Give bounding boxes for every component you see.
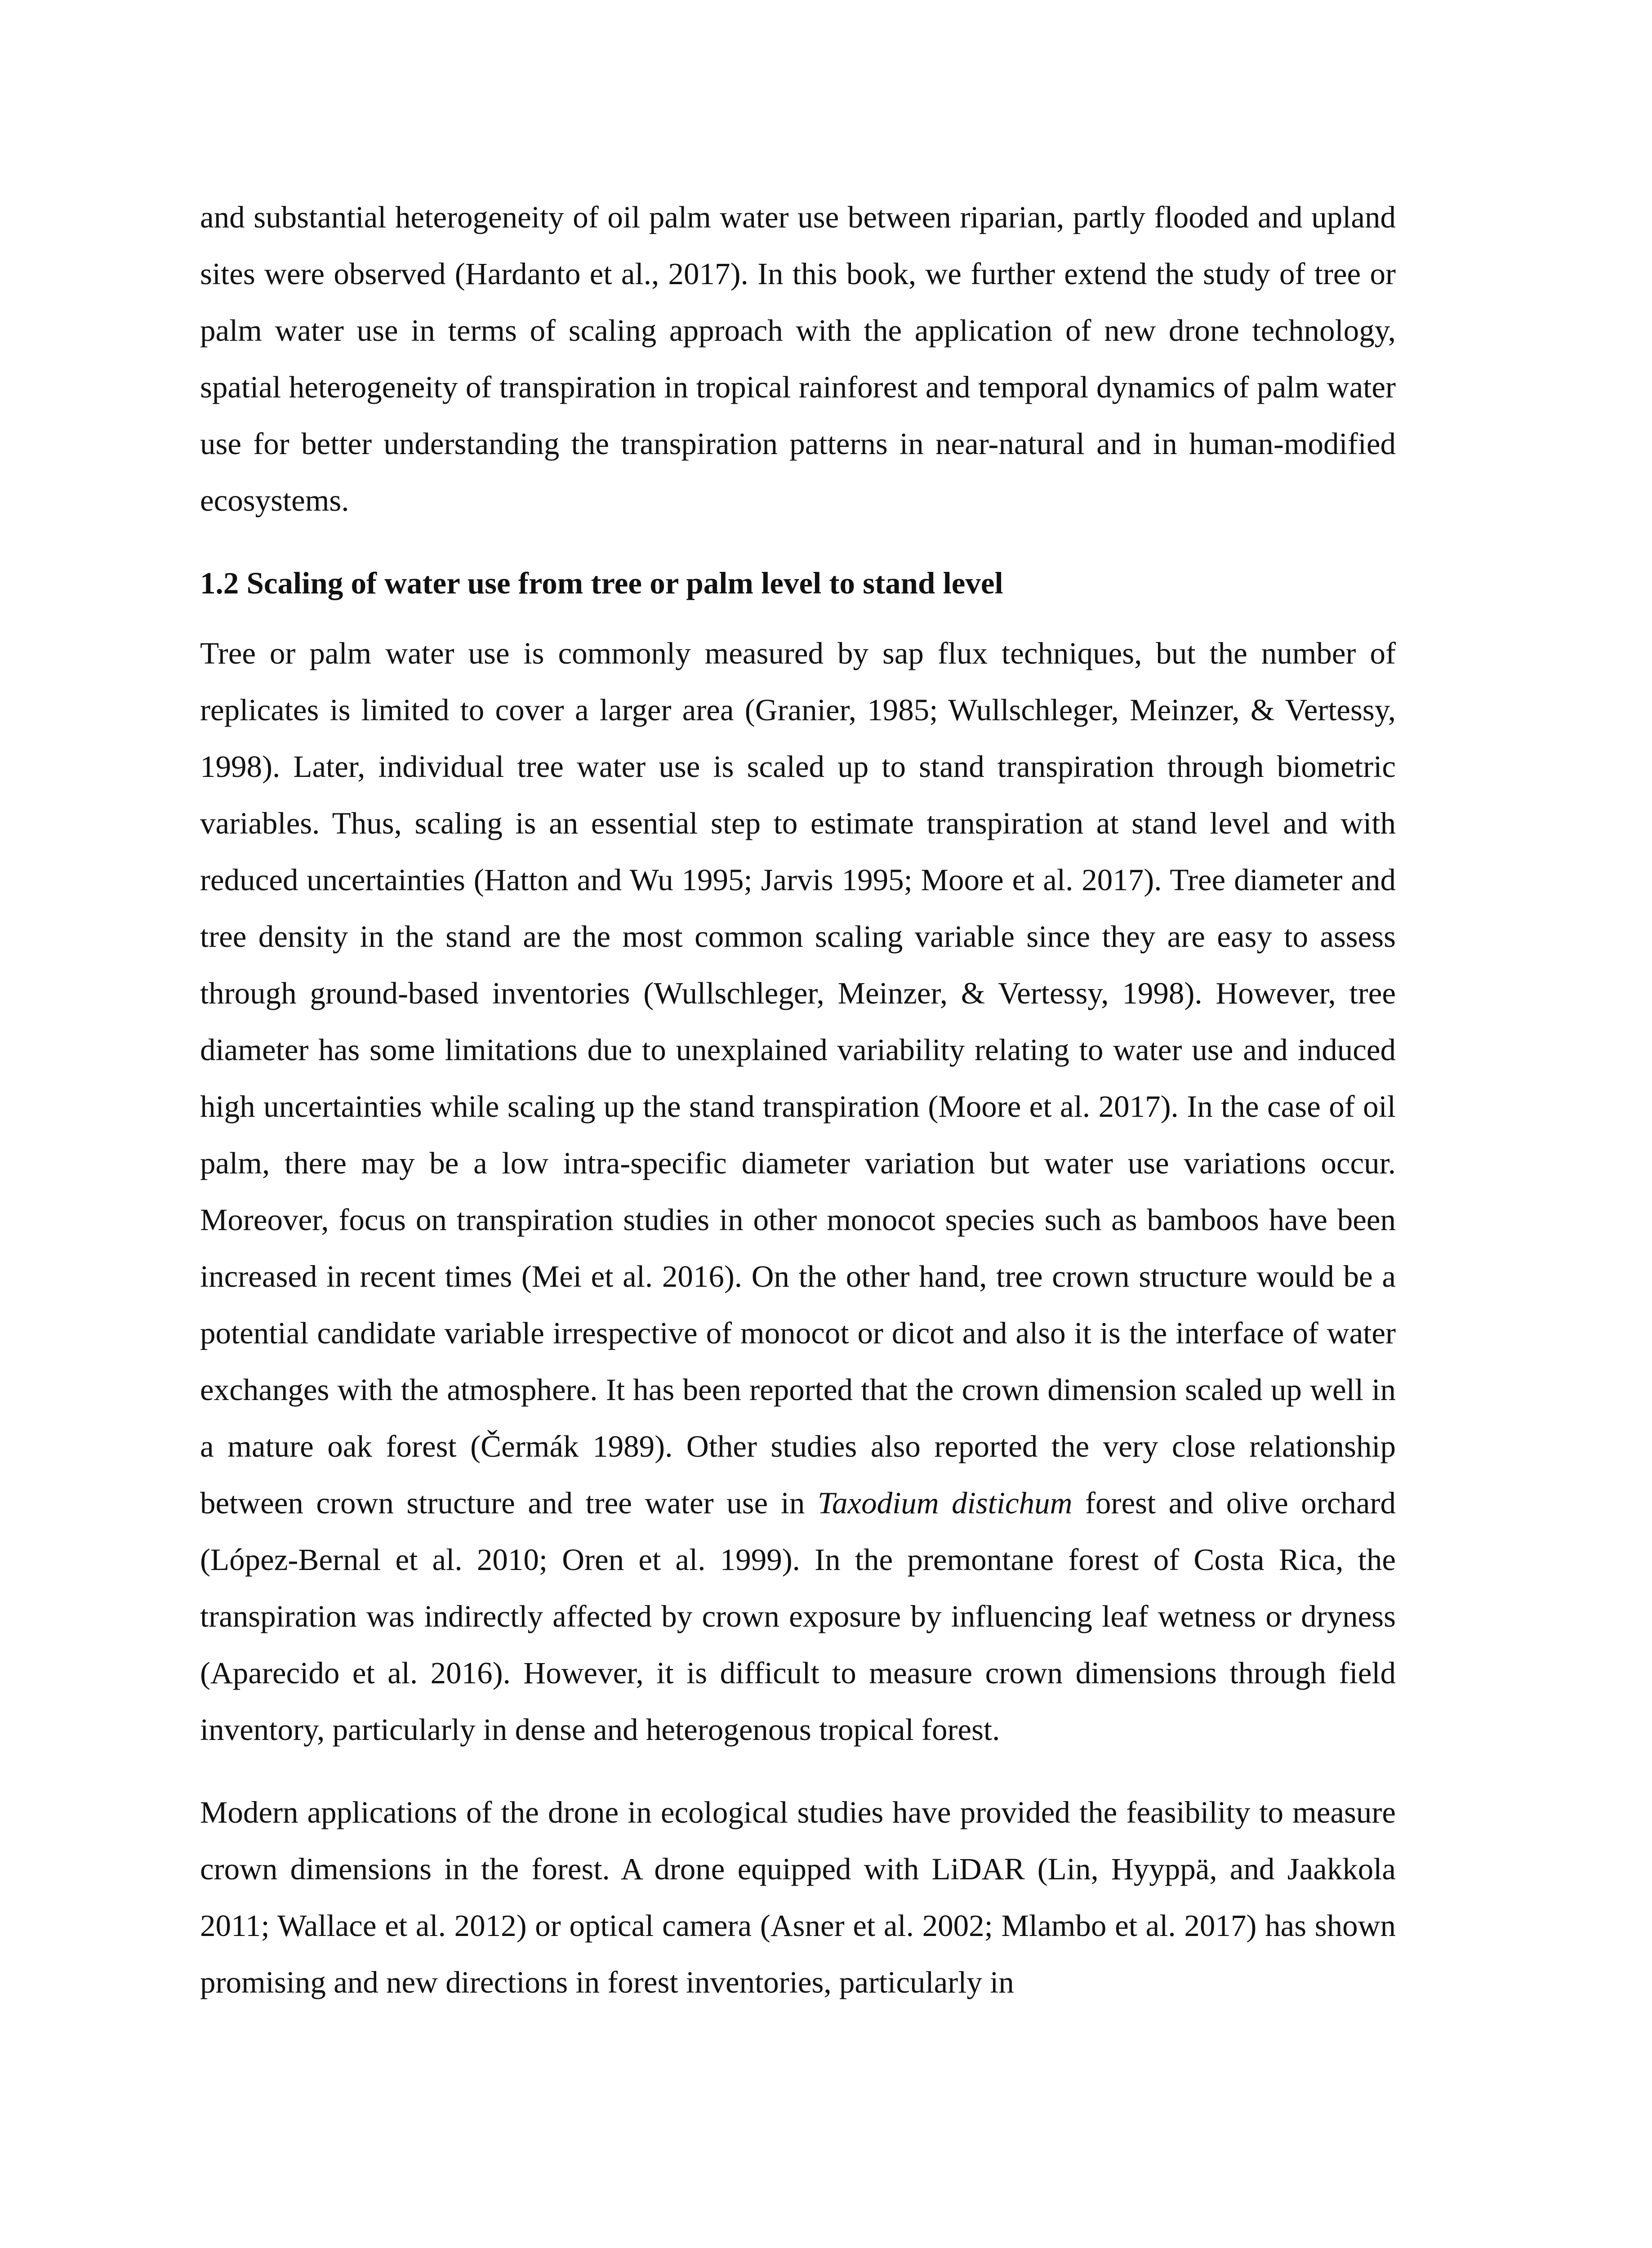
spacer [200,529,1396,555]
paragraph-scaling-part-1: Tree or palm water use is commonly measured by sap flux techniques, but the number of replicates is limited to cover a larger area (Granier, 1985; Wullschleger, Meinzer, & Vertessy, 1998). Later, individual tree water use is scaled up to stand transpiration through biometric variables. Thus, scaling is an essential step to estimate transpiration at stand level and with reduced uncertainties (Hatton and Wu 1995; Jarvis 1995; Moore et al. 2017). Tree diameter and tree density in the stand are the most common scaling variable since they are easy to assess through ground-based inventories (Wullschleger, Meinzer, & Vertessy, 1998). However, tree diameter has some limitations due to unexplained variability relating to water use and induced high uncertainties while scaling up the stand transpiration (Moore et al. 2017). In the case of oil palm, there may be a low intra-specific diameter variation but water use variations occur. Moreover, focus on transpiration studies in other monocot species such as bamboos have been increased in recent times (Mei et al. 2016). On the other hand, tree crown structure would be a potential candidate variable irrespective of monocot or dicot and also it is the interface of water exchanges with the atmosphere. It has been reported that the crown dimension scaled up well in a mature oak forest (Čermák 1989). Other studies also reported the very close relationship between crown structure and tree water use in [200,636,1396,1520]
spacer [200,1758,1396,1784]
species-name-italic: Taxodium distichum [817,1486,1073,1520]
paragraph-intro: and substantial heterogeneity of oil palm water use between riparian, partly flooded and upland sites were observed (Hardanto et al., 2017). In this book, we further extend the study of tree or palm water use in terms of scaling approach with the application of new drone technology, spatial heterogeneity of transpiration in tropical rainforest and temporal dynamics of palm water use for better understanding the transpiration patterns in near-natural and in human-modified ecosystems. [200,200,1396,517]
page-body [200,189,1396,2011]
spacer [200,611,1396,625]
paragraph-scaling [200,625,1396,1758]
paragraph-scaling-part-2: forest and olive orchard (López-Bernal et al. 2010; Oren et al. 1999). In the premontane forest of Costa Rica, the transpiration was indirectly affected by crown exposure by influencing leaf wetness or dryness (Aparecido et al. 2016). However, it is difficult to measure crown dimensions through field inventory, particularly in dense and heterogenous tropical forest. [200,1486,1396,1747]
section-heading: 1.2 Scaling of water use from tree or palm level to stand level [200,566,1003,600]
paragraph-drone: Modern applications of the drone in ecological studies have provided the feasibility to measure crown dimensions in the forest. A drone equipped with LiDAR (Lin, Hyyppä, and Jaakkola 2011; Wallace et al. 2012) or optical camera (Asner et al. 2002; Mlambo et al. 2017) has shown promising and new directions in forest inventories, particularly in [200,1795,1396,1999]
